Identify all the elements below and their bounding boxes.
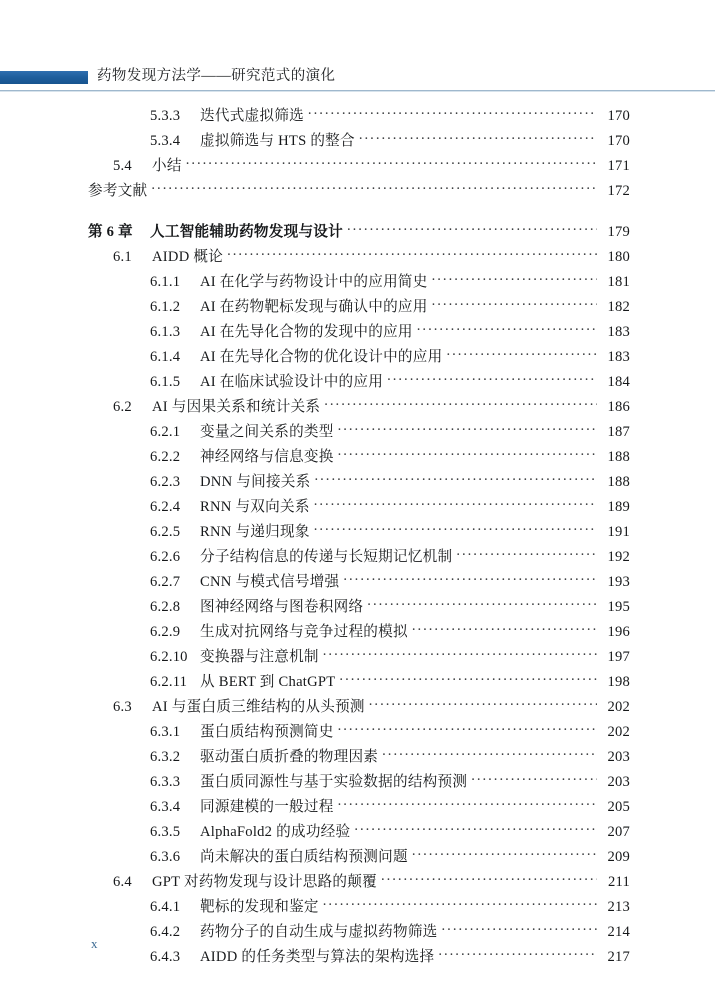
toc-dot-leader	[338, 421, 597, 436]
toc-entry[interactable]	[0, 595, 715, 620]
toc-entry-page-number: 170	[607, 133, 630, 149]
toc-dot-leader	[387, 371, 597, 386]
toc-entry-page-number: 195	[607, 599, 630, 615]
header-divider-rule-soft	[0, 91, 715, 92]
toc-entry[interactable]	[0, 870, 715, 895]
toc-dot-leader	[471, 771, 597, 786]
toc-entry-page-number: 217	[607, 949, 630, 965]
toc-entry-title: RNN 与递归现象	[200, 524, 310, 540]
toc-entry-page-number: 172	[607, 183, 630, 199]
toc-entry-title: 变换器与注意机制	[200, 649, 319, 665]
toc-dot-leader	[412, 846, 597, 861]
toc-entry-title: 靶标的发现和鉴定	[200, 899, 319, 915]
toc-entry-number: 6.1.2	[150, 299, 181, 315]
toc-entry-title: AlphaFold2 的成功经验	[200, 824, 351, 840]
toc-entry-page-number: 214	[607, 924, 630, 940]
toc-dot-leader	[382, 746, 597, 761]
toc-dot-leader	[347, 221, 597, 236]
toc-dot-leader	[381, 871, 597, 886]
toc-entry-page-number: 180	[607, 249, 630, 265]
toc-entry-title: 小结	[152, 158, 182, 174]
toc-dot-leader	[339, 671, 597, 686]
toc-dot-leader	[412, 621, 597, 636]
toc-entry-number: 6.3.2	[150, 749, 181, 765]
toc-entry-number: 6.3.5	[150, 824, 181, 840]
toc-entry-number: 5.4	[113, 158, 132, 174]
toc-entry-number: 6.2.1	[150, 424, 181, 440]
running-header	[0, 0, 715, 92]
toc-entry-title: 人工智能辅助药物发现与设计	[150, 224, 343, 240]
toc-entry-number: 6.1.1	[150, 274, 181, 290]
toc-entry[interactable]	[0, 420, 715, 445]
toc-entry[interactable]	[0, 320, 715, 345]
toc-dot-leader	[186, 155, 597, 170]
toc-entry-number: 6.2.6	[150, 549, 181, 565]
toc-entry-page-number: 183	[607, 349, 630, 365]
table-of-contents	[0, 104, 715, 970]
toc-entry-title: 生成对抗网络与竞争过程的模拟	[200, 624, 408, 640]
toc-dot-leader	[367, 596, 597, 611]
toc-entry-number: 6.1	[113, 249, 132, 265]
toc-entry[interactable]	[0, 445, 715, 470]
toc-entry-number: 6.1.3	[150, 324, 181, 340]
toc-dot-leader	[323, 646, 597, 661]
toc-entry-number: 6.2	[113, 399, 132, 415]
toc-entry-number: 6.2.4	[150, 499, 181, 515]
toc-entry-page-number: 205	[607, 799, 630, 815]
toc-entry[interactable]	[0, 670, 715, 695]
toc-entry-title: 尚未解决的蛋白质结构预测问题	[200, 849, 408, 865]
toc-entry-number: 5.3.4	[150, 133, 181, 149]
toc-entry-title: 蛋白质结构预测简史	[200, 724, 334, 740]
toc-dot-leader	[338, 796, 597, 811]
toc-entry-title: 虚拟筛选与 HTS 的整合	[200, 133, 355, 149]
toc-entry-number: 6.4.3	[150, 949, 181, 965]
toc-dot-leader	[432, 271, 597, 286]
toc-entry[interactable]	[0, 245, 715, 270]
header-accent-bar	[0, 71, 88, 84]
toc-entry-number: 6.2.9	[150, 624, 181, 640]
toc-entry[interactable]	[0, 154, 715, 179]
toc-entry[interactable]	[0, 945, 715, 970]
toc-dot-leader	[343, 571, 597, 586]
toc-entry[interactable]	[0, 645, 715, 670]
toc-entry-title: 神经网络与信息变换	[200, 449, 334, 465]
page-corner-mark: x	[91, 936, 98, 951]
toc-entry-title: 药物分子的自动生成与虚拟药物筛选	[200, 924, 438, 940]
toc-entry-number: 6.3	[113, 699, 132, 715]
toc-entry-title: AIDD 概论	[152, 249, 224, 265]
toc-entry-page-number: 186	[607, 399, 630, 415]
toc-entry[interactable]	[0, 295, 715, 320]
toc-entry-number: 5.3.3	[150, 108, 181, 124]
toc-entry-page-number: 188	[607, 449, 630, 465]
toc-entry-page-number: 209	[607, 849, 630, 865]
toc-dot-leader	[151, 180, 597, 195]
toc-entry[interactable]	[0, 370, 715, 395]
toc-entry-title: 分子结构信息的传递与长短期记忆机制	[200, 549, 453, 565]
toc-entry-title: 蛋白质同源性与基于实验数据的结构预测	[200, 774, 468, 790]
toc-entry-number: 6.2.7	[150, 574, 181, 590]
toc-entry-title: AI 在临床试验设计中的应用	[200, 374, 384, 390]
toc-entry-title: AIDD 的任务类型与算法的架构选择	[200, 949, 435, 965]
toc-entry-title: AI 在先导化合物的发现中的应用	[200, 324, 413, 340]
toc-dot-leader	[442, 921, 597, 936]
toc-dot-leader	[456, 546, 597, 561]
toc-entry-page-number: 181	[607, 274, 630, 290]
toc-entry-page-number: 202	[607, 724, 630, 740]
toc-entry-page-number: 179	[607, 224, 630, 240]
toc-entry-number: 6.4.1	[150, 899, 181, 915]
toc-entry-title: AI 与蛋白质三维结构的从头预测	[152, 699, 365, 715]
toc-entry-page-number: 211	[608, 874, 630, 890]
toc-entry-number: 6.2.8	[150, 599, 181, 615]
toc-entry-page-number: 213	[607, 899, 630, 915]
toc-entry-number: 6.1.5	[150, 374, 181, 390]
toc-dot-leader	[369, 696, 597, 711]
toc-entry-title: AI 在药物靶标发现与确认中的应用	[200, 299, 428, 315]
toc-entry[interactable]	[0, 920, 715, 945]
toc-entry-number: 6.2.3	[150, 474, 181, 490]
toc-entry-page-number: 189	[607, 499, 630, 515]
toc-entry[interactable]	[0, 545, 715, 570]
running-header-title: 药物发现方法学——研究范式的演化	[97, 68, 336, 84]
toc-dot-leader	[432, 296, 597, 311]
toc-entry-title: AI 在先导化合物的优化设计中的应用	[200, 349, 443, 365]
toc-entry-number: 6.2.2	[150, 449, 181, 465]
toc-entry-number: 第 6 章	[88, 224, 133, 240]
toc-entry[interactable]	[0, 395, 715, 420]
toc-entry-title: DNN 与间接关系	[200, 474, 311, 490]
toc-entry-page-number: 184	[607, 374, 630, 390]
toc-dot-leader	[438, 946, 597, 961]
toc-dot-leader	[324, 396, 597, 411]
toc-dot-leader	[338, 446, 597, 461]
toc-entry-page-number: 196	[607, 624, 630, 640]
toc-dot-leader	[308, 105, 597, 120]
toc-entry-title: 变量之间关系的类型	[200, 424, 334, 440]
toc-entry[interactable]	[0, 895, 715, 920]
toc-entry-page-number: 203	[607, 749, 630, 765]
toc-entry[interactable]	[0, 345, 715, 370]
toc-entry-number: 6.2.10	[150, 649, 188, 665]
toc-dot-leader	[359, 130, 597, 145]
toc-entry[interactable]	[0, 770, 715, 795]
toc-entry-title: 图神经网络与图卷积网络	[200, 599, 364, 615]
toc-entry-page-number: 198	[607, 674, 630, 690]
toc-entry-title: RNN 与双向关系	[200, 499, 310, 515]
toc-dot-leader	[323, 896, 597, 911]
toc-entry-page-number: 170	[607, 108, 630, 124]
toc-entry-number: 6.1.4	[150, 349, 181, 365]
toc-entry-title: 迭代式虚拟筛选	[200, 108, 304, 124]
toc-entry-page-number: 183	[607, 324, 630, 340]
toc-entry[interactable]	[0, 620, 715, 645]
toc-entry[interactable]	[0, 104, 715, 129]
toc-dot-leader	[314, 496, 597, 511]
toc-entry-number: 6.2.5	[150, 524, 181, 540]
toc-entry[interactable]	[0, 720, 715, 745]
toc-entry[interactable]	[0, 570, 715, 595]
toc-entry-title: GPT 对药物发现与设计思路的颠覆	[152, 874, 377, 890]
toc-entry[interactable]	[0, 129, 715, 154]
toc-dot-leader	[315, 471, 598, 486]
toc-dot-leader	[338, 721, 597, 736]
toc-entry[interactable]	[0, 220, 715, 245]
toc-entry-page-number: 191	[607, 524, 630, 540]
toc-entry-page-number: 203	[607, 774, 630, 790]
toc-dot-leader	[417, 321, 597, 336]
toc-entry-title: 驱动蛋白质折叠的物理因素	[200, 749, 379, 765]
toc-entry-page-number: 197	[607, 649, 630, 665]
toc-entry-number: 6.3.3	[150, 774, 181, 790]
toc-entry-page-number: 182	[607, 299, 630, 315]
toc-entry[interactable]	[0, 820, 715, 845]
toc-entry-page-number: 192	[607, 549, 630, 565]
toc-entry-title: 同源建模的一般过程	[200, 799, 334, 815]
toc-entry-page-number: 188	[607, 474, 630, 490]
toc-entry[interactable]	[0, 695, 715, 720]
toc-dot-leader	[354, 821, 597, 836]
toc-entry-title: AI 在化学与药物设计中的应用简史	[200, 274, 428, 290]
toc-dot-leader	[446, 346, 597, 361]
toc-entry-number: 6.4	[113, 874, 132, 890]
toc-dot-leader	[227, 246, 597, 261]
toc-entry[interactable]	[0, 745, 715, 770]
toc-entry-title: AI 与因果关系和统计关系	[152, 399, 321, 415]
toc-entry-number: 6.3.4	[150, 799, 181, 815]
toc-entry-title: 从 BERT 到 ChatGPT	[200, 674, 336, 690]
toc-entry-page-number: 187	[607, 424, 630, 440]
toc-entry[interactable]	[0, 470, 715, 495]
toc-entry-page-number: 171	[607, 158, 630, 174]
toc-entry-number: 6.3.6	[150, 849, 181, 865]
toc-entry-number: 6.3.1	[150, 724, 181, 740]
toc-entry-title: 参考文献	[88, 183, 148, 199]
toc-entry-number: 6.4.2	[150, 924, 181, 940]
toc-entry-number: 6.2.11	[150, 674, 188, 690]
toc-entry[interactable]	[0, 495, 715, 520]
toc-entry[interactable]	[0, 520, 715, 545]
toc-entry-page-number: 193	[607, 574, 630, 590]
toc-entry[interactable]	[0, 845, 715, 870]
toc-entry[interactable]	[0, 179, 715, 204]
toc-dot-leader	[314, 521, 597, 536]
toc-entry-page-number: 202	[607, 699, 630, 715]
toc-entry[interactable]	[0, 270, 715, 295]
toc-entry-title: CNN 与模式信号增强	[200, 574, 340, 590]
toc-entry[interactable]	[0, 795, 715, 820]
toc-entry-page-number: 207	[607, 824, 630, 840]
